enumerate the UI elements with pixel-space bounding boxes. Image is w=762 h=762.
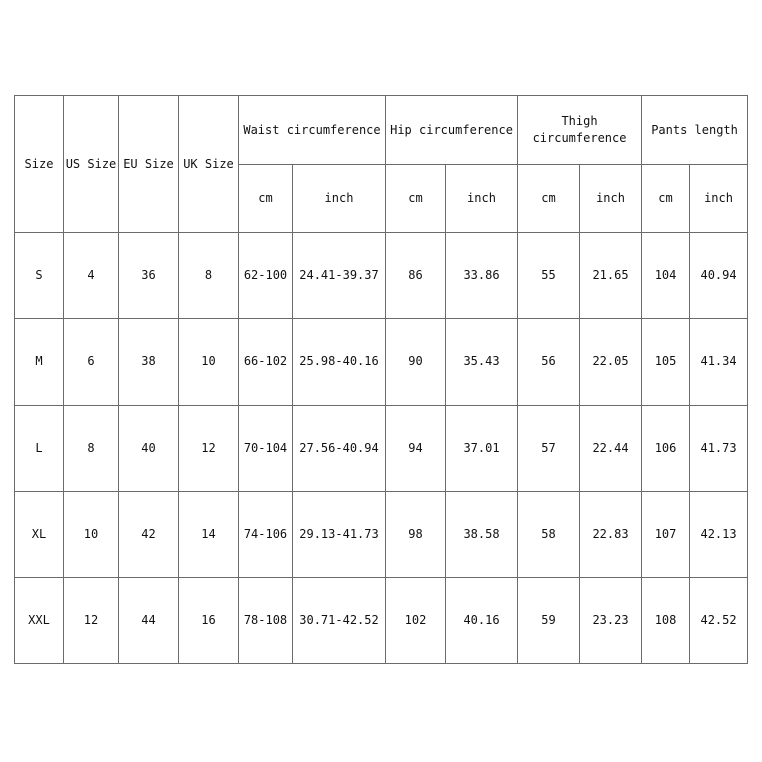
cell-waist-inch: 30.71-42.52 (293, 577, 386, 663)
table-row (15, 233, 748, 319)
header-eu-size: EU Size (119, 96, 179, 233)
cell-thigh-cm: 58 (518, 491, 580, 577)
cell-length-cm: 105 (642, 319, 690, 405)
cell-hip-inch: 33.86 (446, 233, 518, 319)
cell-length-inch: 41.34 (690, 319, 748, 405)
cell-length-inch: 41.73 (690, 405, 748, 491)
cell-uk-size: 14 (179, 491, 239, 577)
unit-waist-cm: cm (239, 165, 293, 233)
cell-thigh-inch: 21.65 (580, 233, 642, 319)
cell-length-cm: 108 (642, 577, 690, 663)
cell-us-size: 12 (64, 577, 119, 663)
cell-us-size: 4 (64, 233, 119, 319)
cell-eu-size: 38 (119, 319, 179, 405)
header-waist: Waist circumference (239, 96, 386, 165)
cell-waist-cm: 66-102 (239, 319, 293, 405)
cell-hip-cm: 90 (386, 319, 446, 405)
cell-waist-cm: 62-100 (239, 233, 293, 319)
cell-eu-size: 42 (119, 491, 179, 577)
header-thigh-line2: circumference (532, 131, 627, 146)
cell-size: XXL (15, 577, 64, 663)
cell-hip-cm: 94 (386, 405, 446, 491)
header-row (15, 96, 748, 165)
unit-waist-inch: inch (293, 165, 386, 233)
cell-uk-size: 12 (179, 405, 239, 491)
cell-thigh-cm: 55 (518, 233, 580, 319)
table-row (15, 491, 748, 577)
unit-length-inch: inch (690, 165, 748, 233)
cell-hip-inch: 38.58 (446, 491, 518, 577)
cell-us-size: 8 (64, 405, 119, 491)
unit-hip-cm: cm (386, 165, 446, 233)
cell-uk-size: 16 (179, 577, 239, 663)
header-pants-length: Pants length (642, 96, 748, 165)
cell-uk-size: 8 (179, 233, 239, 319)
cell-uk-size: 10 (179, 319, 239, 405)
cell-waist-inch: 29.13-41.73 (293, 491, 386, 577)
cell-waist-inch: 24.41-39.37 (293, 233, 386, 319)
cell-hip-cm: 102 (386, 577, 446, 663)
header-thigh (518, 96, 642, 165)
unit-thigh-inch: inch (580, 165, 642, 233)
cell-hip-cm: 98 (386, 491, 446, 577)
cell-thigh-inch: 23.23 (580, 577, 642, 663)
cell-eu-size: 40 (119, 405, 179, 491)
cell-thigh-cm: 56 (518, 319, 580, 405)
cell-size: L (15, 405, 64, 491)
size-table (14, 95, 748, 664)
cell-length-inch: 42.13 (690, 491, 748, 577)
cell-length-cm: 106 (642, 405, 690, 491)
cell-size: M (15, 319, 64, 405)
cell-thigh-inch: 22.83 (580, 491, 642, 577)
cell-us-size: 10 (64, 491, 119, 577)
cell-waist-cm: 78-108 (239, 577, 293, 663)
table-row (15, 405, 748, 491)
cell-thigh-cm: 59 (518, 577, 580, 663)
cell-length-inch: 42.52 (690, 577, 748, 663)
unit-thigh-cm: cm (518, 165, 580, 233)
cell-hip-inch: 40.16 (446, 577, 518, 663)
cell-waist-inch: 25.98-40.16 (293, 319, 386, 405)
cell-size: XL (15, 491, 64, 577)
cell-length-cm: 107 (642, 491, 690, 577)
table-row (15, 319, 748, 405)
unit-hip-inch: inch (446, 165, 518, 233)
cell-size: S (15, 233, 64, 319)
cell-us-size: 6 (64, 319, 119, 405)
header-uk-size: UK Size (179, 96, 239, 233)
cell-thigh-inch: 22.44 (580, 405, 642, 491)
header-hip: Hip circumference (386, 96, 518, 165)
unit-length-cm: cm (642, 165, 690, 233)
header-us-size: US Size (64, 96, 119, 233)
cell-eu-size: 36 (119, 233, 179, 319)
cell-waist-cm: 70-104 (239, 405, 293, 491)
cell-eu-size: 44 (119, 577, 179, 663)
cell-thigh-inch: 22.05 (580, 319, 642, 405)
cell-waist-inch: 27.56-40.94 (293, 405, 386, 491)
cell-thigh-cm: 57 (518, 405, 580, 491)
size-chart (14, 95, 747, 664)
cell-waist-cm: 74-106 (239, 491, 293, 577)
header-thigh-line1: Thigh (561, 114, 598, 129)
cell-length-inch: 40.94 (690, 233, 748, 319)
cell-hip-inch: 37.01 (446, 405, 518, 491)
table-row (15, 577, 748, 663)
header-size: Size (15, 96, 64, 233)
cell-hip-cm: 86 (386, 233, 446, 319)
cell-length-cm: 104 (642, 233, 690, 319)
cell-hip-inch: 35.43 (446, 319, 518, 405)
